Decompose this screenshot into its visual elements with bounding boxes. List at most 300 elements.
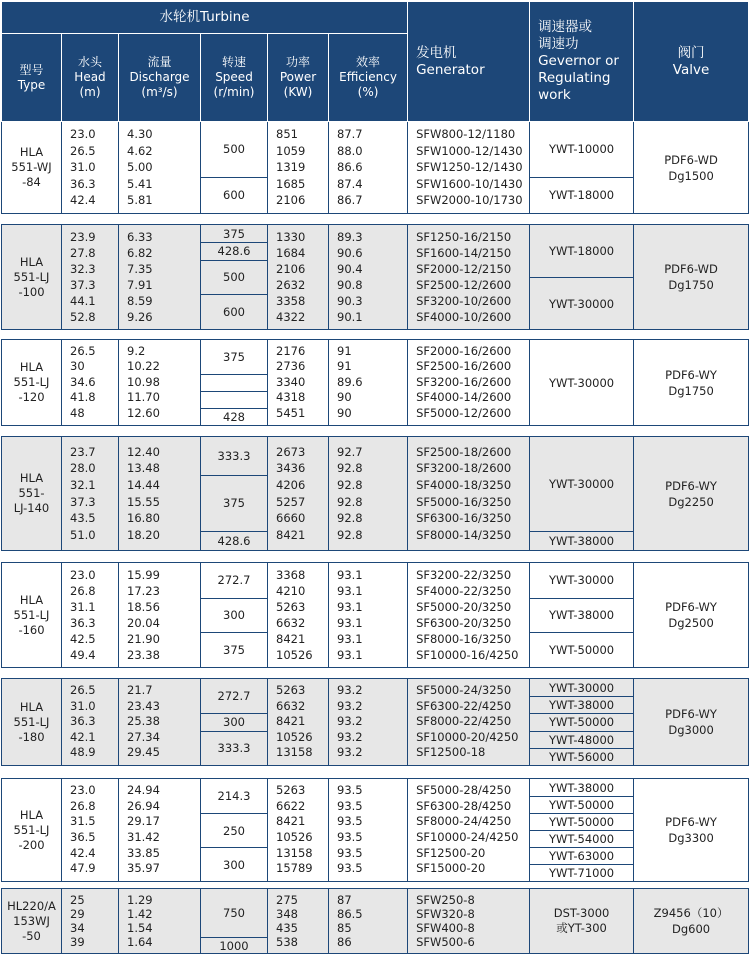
discharge-cell-value: 5.41 <box>127 176 153 191</box>
discharge-cell <box>119 437 201 551</box>
head-cell-value: 48 <box>70 405 85 420</box>
efficiency-cell-value: 93.5 <box>337 830 363 844</box>
governor-cell-segment <box>530 779 633 796</box>
efficiency-cell-value: 93.2 <box>337 683 363 698</box>
valve-line: Dg1500 <box>668 168 714 183</box>
speed-cell-value: 375 <box>223 643 245 658</box>
governor-cell-value: YWT-38000 <box>549 534 615 549</box>
efficiency-cell-value: 93.1 <box>337 584 363 598</box>
head-cell-value: 37.3 <box>70 494 96 509</box>
type-line: -120 <box>18 390 45 404</box>
discharge-cell-value: 14.44 <box>127 477 160 492</box>
generator-cell-value: SF3200-16/2600 <box>416 374 512 389</box>
discharge-cell-value: 18.20 <box>127 527 160 542</box>
governor-cell-segment <box>530 531 633 550</box>
efficiency-cell-value: 90.1 <box>337 310 363 324</box>
group-gap <box>2 551 749 563</box>
head-cell-value: 32.1 <box>70 477 96 492</box>
speed-cell-value: 750 <box>223 906 245 920</box>
speed-cell-segment <box>201 225 267 242</box>
governor-header: 调速器或 调速功 Gevernor or Regulating work <box>530 2 634 122</box>
head-cell-value: 27.8 <box>70 246 96 260</box>
discharge-cell-value: 4.30 <box>127 127 153 142</box>
speed-cell-value: 375 <box>223 350 245 364</box>
generator-cell-value: SF6300-16/3250 <box>416 511 512 526</box>
governor-cell-value: YWT-50000 <box>549 715 615 730</box>
speed-cell-segment <box>201 847 267 881</box>
power-cell-value: 2673 <box>276 444 306 459</box>
head-cell-value: 37.3 <box>70 278 96 292</box>
type-line: -84 <box>22 175 41 189</box>
power-cell <box>268 225 329 330</box>
speed-cell-value: 300 <box>223 857 245 872</box>
generator-cell-value: SFW1000-12/1430 <box>416 143 523 158</box>
type-line: 153WJ <box>13 913 50 928</box>
efficiency-cell-value: 90 <box>337 405 352 420</box>
generator-cell <box>408 563 530 668</box>
discharge-cell-value: 15.55 <box>127 494 160 509</box>
discharge-cell <box>119 889 201 954</box>
type-cell <box>2 122 62 214</box>
valve-cell <box>634 563 749 668</box>
group-gap <box>2 668 749 679</box>
head-cell <box>62 779 119 882</box>
governor-cell-segment <box>530 598 633 633</box>
head-cell-value: 30 <box>70 359 85 374</box>
type-line: HLA <box>19 471 44 485</box>
discharge-cell-value: 15.99 <box>127 568 160 582</box>
generator-cell-value: SF4000-18/3250 <box>416 477 512 492</box>
discharge-cell-value: 35.97 <box>127 861 160 876</box>
power-cell <box>268 779 329 882</box>
type-cell <box>2 679 62 766</box>
power-cell-value: 6622 <box>276 798 306 813</box>
discharge-cell-value: 1.54 <box>127 921 153 935</box>
group-gap <box>2 426 749 437</box>
power-cell <box>268 889 329 954</box>
governor-cell <box>530 679 634 766</box>
speed-cell <box>201 889 268 954</box>
generator-cell-value: SF5000-20/3250 <box>416 600 512 614</box>
speed-cell-segment <box>201 408 267 425</box>
head-cell <box>62 437 119 551</box>
discharge-cell <box>119 563 201 668</box>
type-line: 551-LJ <box>13 714 50 729</box>
generator-cell-value: SF8000-22/4250 <box>416 714 512 729</box>
power-cell-value: 2106 <box>276 262 306 276</box>
head-cell-value: 31.1 <box>70 600 96 614</box>
efficiency-cell-value: 93.1 <box>337 648 363 662</box>
discharge-cell-value: 4.62 <box>127 143 153 158</box>
discharge-cell-value: 1.64 <box>127 935 153 949</box>
discharge-header: 流量 Discharge (m³/s) <box>119 34 201 122</box>
speed-cell-segment <box>201 391 267 408</box>
efficiency-cell-value: 87.4 <box>337 176 363 191</box>
power-cell-value: 5263 <box>276 683 306 698</box>
efficiency-cell-value: 91 <box>337 359 352 374</box>
head-cell-value: 28.0 <box>70 461 96 476</box>
discharge-cell-value: 1.42 <box>127 907 153 921</box>
discharge-cell-value: 23.38 <box>127 648 160 662</box>
efficiency-cell-value: 93.1 <box>337 616 363 630</box>
group-gap <box>2 766 749 779</box>
table-body <box>2 122 749 954</box>
generator-cell-value: SF1250-16/2150 <box>416 230 512 244</box>
power-cell-value: 2106 <box>276 193 306 208</box>
valve-line: PDF6-WY <box>665 478 717 493</box>
speed-cell-segment <box>201 374 267 391</box>
head-cell <box>62 889 119 954</box>
discharge-cell <box>119 340 201 426</box>
speed-cell-value: 428.6 <box>217 534 251 549</box>
efficiency-cell-value: 85 <box>337 921 352 935</box>
head-cell-value: 36.3 <box>70 176 96 191</box>
table-row <box>2 889 749 954</box>
head-cell-value: 39 <box>70 935 85 949</box>
head-cell-value: 26.8 <box>70 798 96 813</box>
head-cell <box>62 563 119 668</box>
type-line: -200 <box>18 837 45 852</box>
discharge-cell-value: 31.42 <box>127 830 160 844</box>
head-cell-value: 41.8 <box>70 390 96 405</box>
governor-cell-segment <box>530 864 633 881</box>
valve-line: PDF6-WY <box>665 815 717 829</box>
governor-cell-segment <box>530 713 633 730</box>
discharge-cell-value: 23.43 <box>127 698 160 713</box>
speed-cell-value: 333.3 <box>217 741 251 756</box>
efficiency-cell <box>329 225 408 330</box>
power-cell-value: 4318 <box>276 390 306 405</box>
power-cell-value: 1319 <box>276 160 306 175</box>
valve-line: PDF6-WY <box>665 707 717 721</box>
generator-cell-value: SF8000-24/4250 <box>416 814 512 829</box>
head-cell-value: 26.5 <box>70 143 96 158</box>
valve-header: 阀门 Valve <box>634 2 749 122</box>
generator-cell <box>408 122 530 214</box>
generator-cell-value: SF6300-28/4250 <box>416 798 512 813</box>
governor-cell-segment <box>530 813 633 830</box>
power-cell-value: 4210 <box>276 584 306 598</box>
generator-cell-value: SF10000-24/4250 <box>416 830 519 844</box>
speed-cell-segment <box>201 598 267 633</box>
generator-cell-value: SF10000-20/4250 <box>416 729 519 744</box>
head-cell-value: 43.5 <box>70 511 96 526</box>
generator-cell-value: SF2000-16/2600 <box>416 343 512 358</box>
power-cell <box>268 679 329 766</box>
discharge-cell-value: 5.81 <box>127 193 153 208</box>
type-cell <box>2 889 62 954</box>
governor-cell-value: YWT-63000 <box>549 849 615 863</box>
generator-cell-value: SF12500-18 <box>416 745 486 760</box>
generator-cell <box>408 225 530 330</box>
efficiency-cell-value: 86.6 <box>337 160 363 175</box>
head-cell-value: 48.9 <box>70 745 96 760</box>
speed-cell-value: 375 <box>223 226 245 241</box>
discharge-cell-value: 16.80 <box>127 511 160 526</box>
efficiency-cell-value: 93.1 <box>337 632 363 646</box>
discharge-cell-value: 27.34 <box>127 729 160 744</box>
generator-cell <box>408 340 530 426</box>
generator-cell-value: SF5000-16/3250 <box>416 494 512 509</box>
power-cell-value: 6632 <box>276 616 306 630</box>
valve-line: Dg1750 <box>668 278 714 292</box>
power-cell-value: 8421 <box>276 527 306 542</box>
type-line: HL220/A <box>7 898 56 913</box>
power-cell <box>268 122 329 214</box>
discharge-cell-value: 1.29 <box>127 893 153 907</box>
power-cell-value: 8421 <box>276 632 306 646</box>
type-header: 型号 Type <box>2 34 62 122</box>
type-cell <box>2 340 62 426</box>
discharge-cell <box>119 679 201 766</box>
governor-cell <box>530 340 634 426</box>
head-cell-value: 52.8 <box>70 310 96 324</box>
discharge-cell <box>119 225 201 330</box>
valve-line: PDF6-WD <box>664 262 718 276</box>
speed-cell-value: 428.6 <box>217 244 251 259</box>
governor-cell-segment <box>530 679 633 696</box>
head-cell-value: 51.0 <box>70 527 96 542</box>
speed-cell-segment <box>201 713 267 730</box>
generator-cell <box>408 437 530 551</box>
governor-cell-value: YWT-56000 <box>549 749 615 764</box>
head-cell <box>62 225 119 330</box>
type-line: 551-WJ <box>11 160 52 174</box>
discharge-cell-value: 20.04 <box>127 616 160 630</box>
power-cell-value: 3340 <box>276 374 306 389</box>
head-cell-value: 31.0 <box>70 160 96 175</box>
speed-cell-segment <box>201 779 267 813</box>
efficiency-header: 效率 Efficiency (%) <box>329 34 408 122</box>
generator-cell-value: SF3200-22/3250 <box>416 568 512 582</box>
discharge-cell-value: 6.33 <box>127 230 153 244</box>
power-cell-value: 13158 <box>276 745 313 760</box>
efficiency-cell-value: 93.1 <box>337 600 363 614</box>
efficiency-cell-value: 86.7 <box>337 193 363 208</box>
head-cell-value: 29 <box>70 907 85 921</box>
speed-cell-segment <box>201 731 267 765</box>
discharge-cell-value: 10.98 <box>127 374 160 389</box>
speed-cell-value: 500 <box>223 270 245 285</box>
power-cell-value: 538 <box>276 935 298 949</box>
discharge-cell-value: 29.17 <box>127 814 160 829</box>
type-line: HLA <box>19 254 44 269</box>
head-header: 水头 Head (m) <box>62 34 119 122</box>
power-cell-value: 1685 <box>276 176 306 191</box>
head-cell-value: 26.5 <box>70 343 96 358</box>
efficiency-cell <box>329 437 408 551</box>
type-cell <box>2 779 62 882</box>
power-cell-value: 2736 <box>276 359 306 374</box>
governor-cell-segment <box>530 563 633 598</box>
efficiency-cell-value: 93.2 <box>337 729 363 744</box>
power-header: 功率 Power (KW) <box>268 34 329 122</box>
speed-cell-value: 272.7 <box>217 573 251 588</box>
governor-cell-value: 或YT-300 <box>556 921 607 935</box>
governor-cell <box>530 437 634 551</box>
governor-cell <box>530 889 634 954</box>
power-cell-value: 3368 <box>276 568 306 582</box>
valve-line: Dg3300 <box>668 831 714 845</box>
type-line: HLA <box>19 360 44 374</box>
efficiency-cell-value: 90 <box>337 390 352 405</box>
generator-cell-value: SF12500-20 <box>416 845 486 860</box>
efficiency-cell-value: 92.8 <box>337 477 363 492</box>
power-cell-value: 1684 <box>276 246 306 260</box>
efficiency-cell-value: 91 <box>337 343 352 358</box>
efficiency-cell <box>329 679 408 766</box>
speed-cell <box>201 340 268 426</box>
generator-cell-value: SF5000-12/2600 <box>416 405 512 420</box>
speed-cell-segment <box>201 294 267 329</box>
governor-cell-value: YWT-30000 <box>549 375 615 390</box>
efficiency-cell-value: 93.5 <box>337 782 363 797</box>
discharge-cell-value: 7.35 <box>127 262 153 276</box>
speed-cell-segment <box>201 531 267 550</box>
governor-cell-segment <box>530 122 633 177</box>
power-cell-value: 348 <box>276 907 298 921</box>
discharge-cell-value: 13.48 <box>127 461 160 476</box>
head-cell <box>62 340 119 426</box>
head-cell-value: 26.8 <box>70 584 96 598</box>
type-line: -100 <box>18 284 45 299</box>
valve-line: PDF6-WY <box>665 600 717 614</box>
efficiency-cell-value: 87.7 <box>337 127 363 142</box>
generator-cell-value: SF8000-16/3250 <box>416 632 512 646</box>
turbine-header: 水轮机Turbine <box>2 2 408 34</box>
efficiency-cell <box>329 779 408 882</box>
governor-cell-segment <box>530 696 633 713</box>
power-cell-value: 8421 <box>276 714 306 729</box>
valve-cell <box>634 340 749 426</box>
power-cell-value: 8421 <box>276 814 306 829</box>
head-cell-value: 36.3 <box>70 616 96 630</box>
governor-cell-value: YWT-50000 <box>549 643 615 658</box>
valve-line: Z9456（10） <box>653 906 729 920</box>
speed-cell-segment <box>201 475 267 532</box>
speed-cell-value: 214.3 <box>217 789 251 803</box>
type-line: HLA <box>19 807 44 822</box>
valve-line: Dg3000 <box>668 723 714 737</box>
governor-cell <box>530 122 634 214</box>
efficiency-cell <box>329 563 408 668</box>
head-cell-value: 23.0 <box>70 782 96 797</box>
power-cell-value: 4206 <box>276 477 306 492</box>
head-cell-value: 23.0 <box>70 568 96 582</box>
group-gap <box>2 330 749 340</box>
power-cell-value: 3358 <box>276 294 306 308</box>
efficiency-cell-value: 92.8 <box>337 527 363 542</box>
head-cell-value: 47.9 <box>70 861 96 876</box>
efficiency-cell-value: 89.3 <box>337 230 363 244</box>
governor-cell-value: YWT-30000 <box>549 680 615 695</box>
speed-cell-value: 300 <box>223 715 245 730</box>
governor-cell-value: YWT-18000 <box>549 244 615 258</box>
type-line: -160 <box>18 622 45 637</box>
generator-cell-value: SFW400-8 <box>416 921 475 935</box>
generator-header: 发电机 Generator <box>408 2 530 122</box>
power-cell-value: 435 <box>276 921 298 935</box>
generator-cell-value: SFW2000-10/1730 <box>416 193 523 208</box>
discharge-cell-value: 9.2 <box>127 343 146 358</box>
discharge-cell-value: 6.82 <box>127 246 153 260</box>
discharge-cell-value: 21.7 <box>127 683 153 698</box>
speed-cell-value: 375 <box>223 496 245 511</box>
speed-cell-segment <box>201 260 267 295</box>
type-line: HLA <box>19 699 44 714</box>
generator-cell-value: SF4000-22/3250 <box>416 584 512 598</box>
type-cell <box>2 225 62 330</box>
governor-cell-value: YWT-50000 <box>549 798 615 812</box>
speed-cell <box>201 563 268 668</box>
generator-cell-value: SF3200-10/2600 <box>416 294 512 308</box>
speed-cell-segment <box>201 937 267 953</box>
type-line: LJ-140 <box>13 501 50 515</box>
type-line: -50 <box>22 928 41 943</box>
power-cell-value: 10526 <box>276 648 313 662</box>
power-cell-value: 5451 <box>276 405 306 420</box>
generator-cell-value: SF3200-18/2600 <box>416 461 512 476</box>
table-row <box>2 225 749 330</box>
power-cell-value: 15789 <box>276 861 313 876</box>
efficiency-cell-value: 93.2 <box>337 714 363 729</box>
governor-cell-segment <box>530 632 633 667</box>
discharge-cell <box>119 122 201 214</box>
generator-cell-value: SFW250-8 <box>416 893 475 907</box>
head-cell-value: 26.5 <box>70 683 96 698</box>
speed-cell-segment <box>201 563 267 598</box>
table-row <box>2 437 749 551</box>
speed-cell-segment <box>201 632 267 667</box>
type-cell <box>2 563 62 668</box>
efficiency-cell <box>329 340 408 426</box>
efficiency-cell-value: 93.5 <box>337 798 363 813</box>
speed-header: 转速 Speed (r/min) <box>201 34 268 122</box>
efficiency-cell <box>329 889 408 954</box>
table-row <box>2 779 749 882</box>
head-cell-value: 25 <box>70 893 85 907</box>
valve-line: PDF6-WD <box>664 152 718 167</box>
speed-cell <box>201 122 268 214</box>
discharge-cell-value: 12.40 <box>127 444 160 459</box>
valve-cell <box>634 779 749 882</box>
discharge-cell-value: 24.94 <box>127 782 160 797</box>
speed-cell <box>201 779 268 882</box>
group-gap <box>2 214 749 225</box>
generator-cell-value: SF4000-14/2600 <box>416 390 512 405</box>
generator-cell-value: SF5000-28/4250 <box>416 782 512 797</box>
turbine-spec-table <box>1 1 749 954</box>
efficiency-cell <box>329 122 408 214</box>
table-row <box>2 679 749 766</box>
discharge-cell-value: 29.45 <box>127 745 160 760</box>
power-cell-value: 6660 <box>276 511 306 526</box>
governor-cell <box>530 225 634 330</box>
head-cell-value: 42.4 <box>70 845 96 860</box>
power-cell-value: 1059 <box>276 143 306 158</box>
discharge-cell-value: 10.22 <box>127 359 160 374</box>
efficiency-cell-value: 93.2 <box>337 698 363 713</box>
efficiency-cell-value: 92.8 <box>337 494 363 509</box>
power-cell-value: 5263 <box>276 782 306 797</box>
valve-cell <box>634 679 749 766</box>
generator-cell-value: SF10000-16/4250 <box>416 648 519 662</box>
speed-cell-segment <box>201 813 267 847</box>
valve-line: Dg2250 <box>668 494 714 509</box>
governor-cell-value: YWT-71000 <box>549 866 615 880</box>
governor-cell <box>530 563 634 668</box>
valve-line: PDF6-WY <box>665 367 717 382</box>
